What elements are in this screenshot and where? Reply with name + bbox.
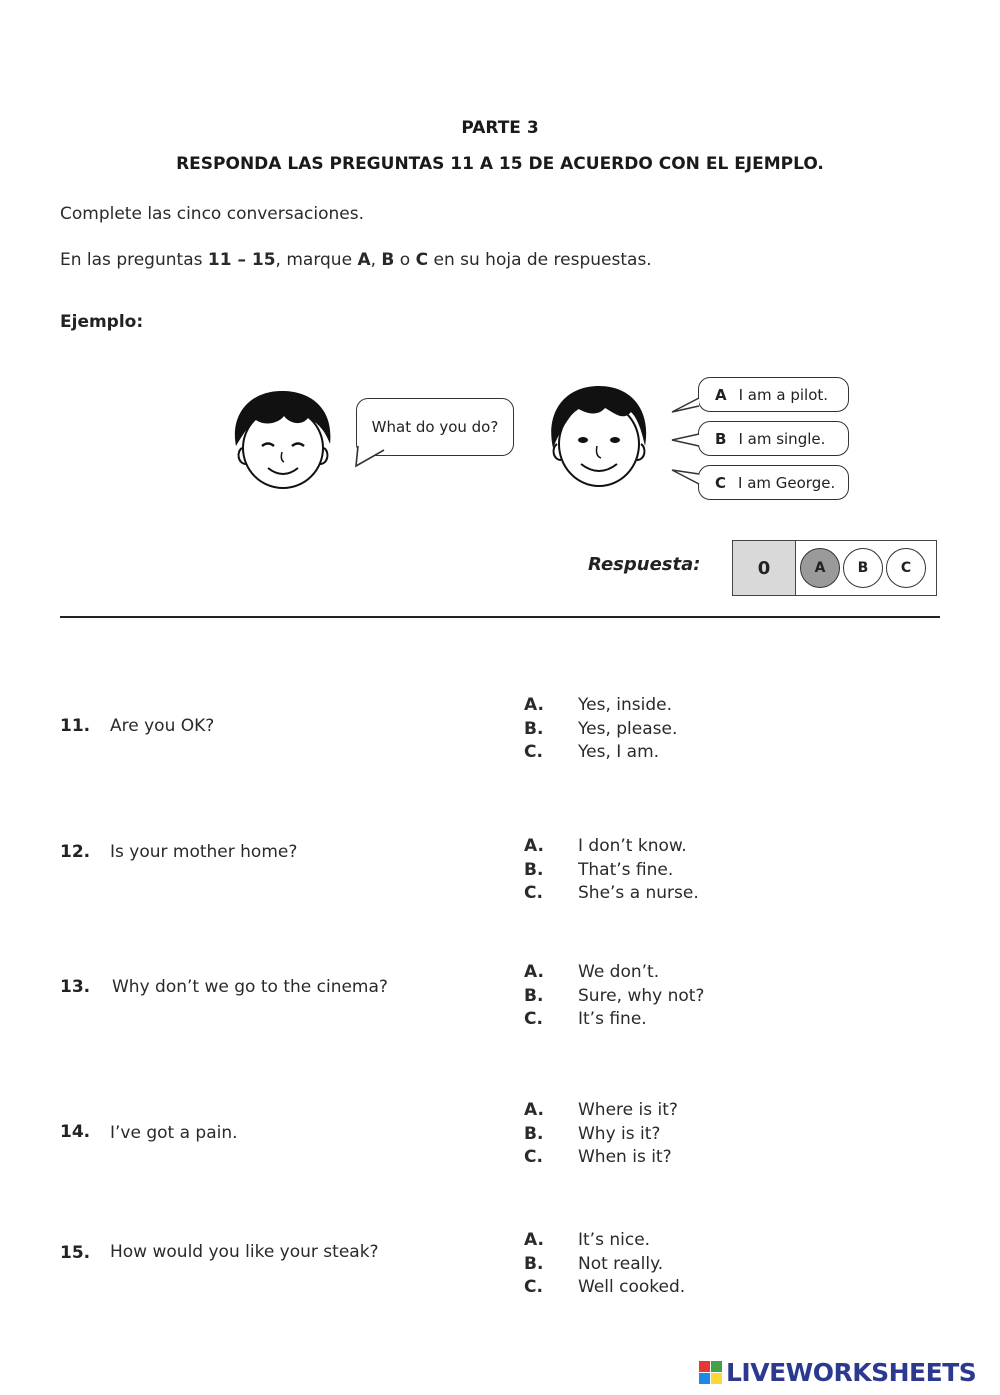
option-text: Yes, inside. [578,695,672,715]
option-c[interactable] [524,1276,685,1300]
bubble-tail-icon [352,446,392,470]
boy-face-left-icon [228,388,338,492]
option-text: Sure, why not? [578,985,705,1006]
question-text: Are you OK? [110,716,215,736]
example-question-text: What do you do? [371,418,499,436]
question-number: 15. [60,1243,91,1263]
option-letter: C. [524,1277,543,1297]
option-letter: B. [524,1253,544,1274]
option-letter: B [715,429,727,448]
option-letter-c: C [415,250,429,270]
question-text: How would you like your steak? [110,1242,379,1262]
liveworksheets-logo [698,1358,976,1387]
instruction-text: en su hoja de respuestas. [428,250,652,270]
divider [60,616,940,618]
answer-number: 0 [733,541,796,595]
option-letter: B. [524,1123,544,1144]
instruction-text: En las preguntas [60,250,208,270]
option-text: Where is it? [578,1100,678,1120]
example-option-a [698,377,849,412]
option-text: We don’t. [578,962,660,982]
instruction-title: RESPONDA LAS PREGUNTAS 11 A 15 DE ACUERDO CON EL EJEMPLO. [176,154,824,174]
option-text: She’s a nurse. [578,883,699,903]
option-letter: B. [524,718,544,739]
option-letter: A [715,385,727,404]
question-text: Is your mother home? [110,842,298,862]
answer-choice-b: B [843,548,883,588]
instruction-text: o [394,250,416,270]
option-text: I am a pilot. [738,385,829,404]
question-number: 14. [60,1122,91,1142]
option-b[interactable] [524,859,699,883]
option-a[interactable] [524,835,699,859]
option-b[interactable] [524,1123,678,1147]
question-number: 13. [60,977,91,997]
option-text: Yes, I am. [578,742,660,762]
option-text: Why is it? [578,1123,661,1144]
question-text: Why don’t we go to the cinema? [112,977,388,997]
option-text: It’s nice. [578,1230,651,1250]
option-c[interactable] [524,741,677,765]
answer-label: Respuesta: [588,554,701,575]
answer-box [732,540,937,596]
option-text: That’s fine. [578,859,674,880]
question-options [524,961,704,1032]
question-options [524,694,677,765]
option-b[interactable] [524,985,704,1009]
option-letter: C. [524,1147,543,1167]
example-option-b [698,421,849,456]
option-c[interactable] [524,1008,704,1032]
boy-face-right-icon [543,382,653,492]
option-text: When is it? [578,1147,672,1167]
part-title: PARTE 3 [461,118,539,138]
question-text: I’ve got a pain. [110,1123,238,1143]
question-options [524,1099,678,1170]
option-letter: A. [524,962,544,982]
option-text: It’s fine. [578,1009,647,1029]
option-letter-b: B [381,250,395,270]
question-range: 11 – 15 [207,250,276,270]
option-a[interactable] [524,961,704,985]
option-text: I am single. [738,429,826,448]
option-text: I am George. [738,473,836,492]
question-number: 12. [60,842,91,862]
option-letter: A. [524,695,544,715]
option-a[interactable] [524,1099,678,1123]
question-options [524,835,699,906]
option-b[interactable] [524,1253,685,1277]
instruction-line-2 [60,250,652,270]
question-options [524,1229,685,1300]
instruction-text: , [370,250,382,270]
option-a[interactable] [524,1229,685,1253]
bubble-tails-icon [668,392,702,492]
option-letter: B. [524,859,544,880]
option-text: I don’t know. [578,836,687,856]
example-label: Ejemplo: [60,312,144,332]
answer-choice-a: A [800,548,840,588]
logo-text: LIVEWORKSHEETS [726,1358,977,1387]
option-text: Yes, please. [578,718,678,739]
instruction-line-1: Complete las cinco conversaciones. [60,204,364,224]
option-letter: B. [524,985,544,1006]
option-text: Well cooked. [578,1277,686,1297]
option-a[interactable] [524,694,677,718]
option-letter: C. [524,1009,543,1029]
answer-choices [796,541,936,595]
option-letter: A. [524,1100,544,1120]
instruction-text: , marque [275,250,358,270]
option-letter: C. [524,883,543,903]
option-c[interactable] [524,1146,678,1170]
option-letter: A. [524,1230,544,1250]
question-number: 11. [60,716,91,736]
option-c[interactable] [524,882,699,906]
option-letter: C. [524,742,543,762]
answer-choice-c: C [886,548,926,588]
liveworksheets-logo-icon [698,1360,724,1386]
example-option-c [698,465,849,500]
option-text: Not really. [578,1253,664,1274]
option-b[interactable] [524,718,677,742]
option-letter-a: A [357,250,371,270]
option-letter: A. [524,836,544,856]
option-letter: C [715,473,727,492]
